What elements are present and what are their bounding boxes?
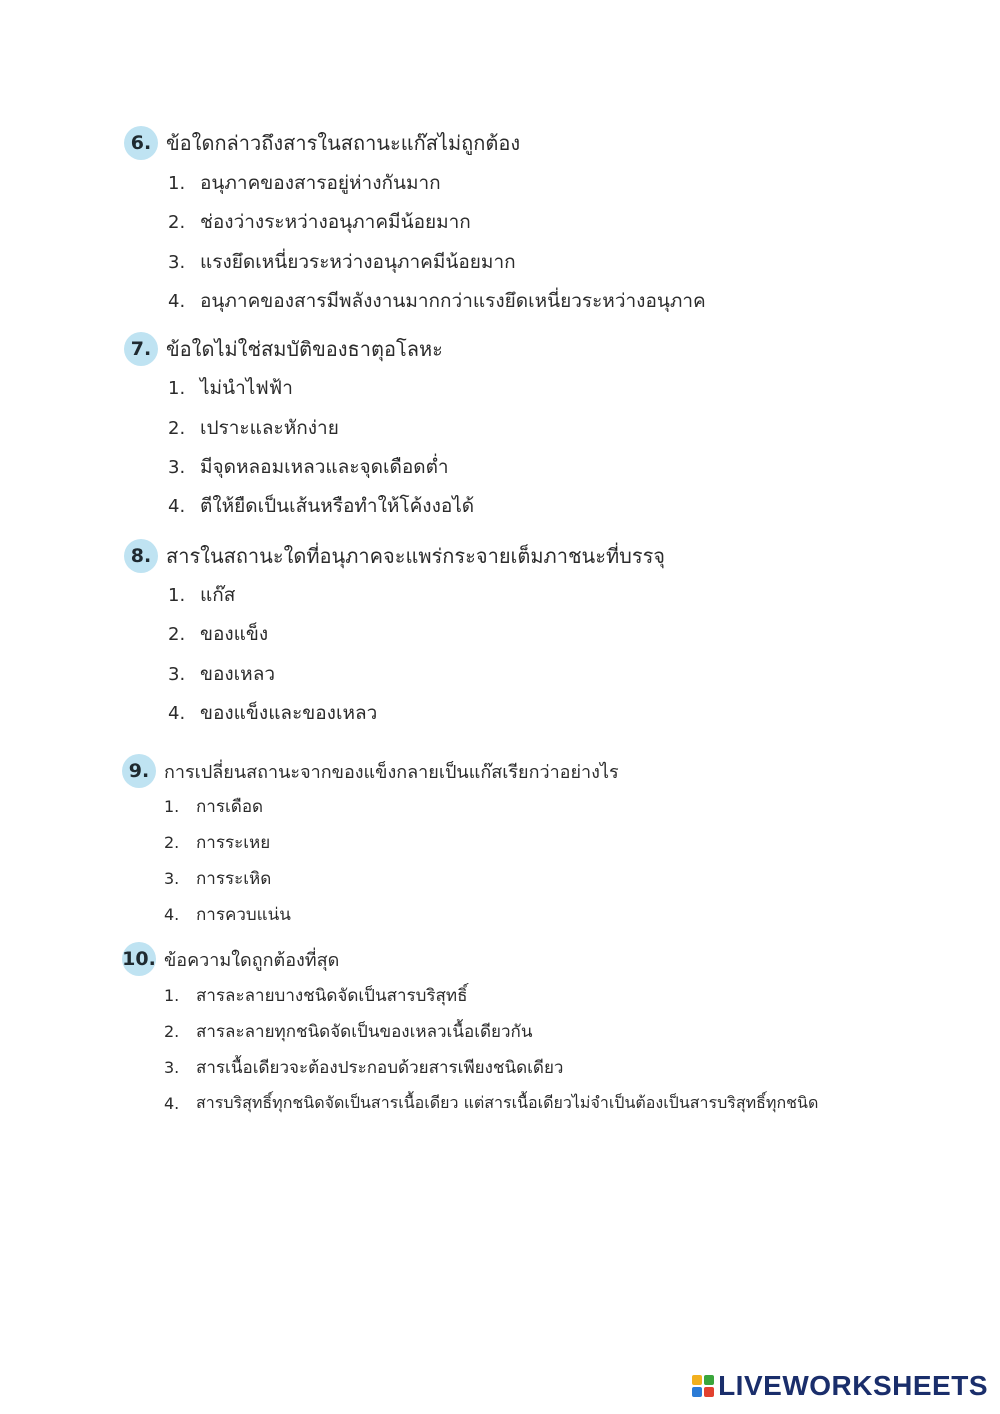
question-10-choice-2[interactable] bbox=[164, 1016, 532, 1046]
choice-text: การระเหย bbox=[196, 832, 271, 853]
question-7-number: 7. bbox=[124, 332, 158, 366]
choice-text: แรงยึดเหนี่ยวระหว่างอนุภาคมีน้อยมาก bbox=[200, 251, 516, 273]
question-7-header bbox=[124, 332, 443, 366]
choice-text: สารบริสุทธิ์ทุกชนิดจัดเป็นสารเนื้อเดียว แต่สารเนื้อเดียวไม่จำเป็นต้องเป็นสารบริสุทธิ์ทุกชนิด bbox=[196, 1092, 819, 1112]
question-7-choice-4[interactable] bbox=[168, 491, 474, 521]
choice-number: 3. bbox=[168, 456, 186, 478]
choice-text: เปราะและหักง่าย bbox=[200, 417, 339, 439]
choice-text: ของเหลว bbox=[200, 663, 276, 685]
question-7-choice-2[interactable] bbox=[168, 413, 339, 443]
question-8-text: สารในสถานะใดที่อนุภาคจะแพร่กระจายเต็มภาชนะที่บรรจุ bbox=[166, 544, 666, 568]
choice-text: การควบแน่น bbox=[196, 904, 291, 925]
choice-number: 2. bbox=[168, 211, 186, 233]
question-8-number: 8. bbox=[124, 539, 158, 573]
logo-squares-icon bbox=[692, 1375, 714, 1397]
question-6-header bbox=[124, 126, 520, 160]
choice-number: 1. bbox=[168, 377, 186, 399]
question-6-choice-3[interactable] bbox=[168, 247, 516, 277]
choice-number: 2. bbox=[168, 417, 186, 439]
choice-text: การเดือด bbox=[196, 796, 264, 817]
question-10-text: ข้อความใดถูกต้องที่สุด bbox=[164, 949, 340, 971]
question-10-header bbox=[122, 942, 339, 976]
question-6-choice-2[interactable] bbox=[168, 207, 471, 237]
choice-text: อนุภาคของสารมีพลังงานมากกว่าแรงยึดเหนี่ยวระหว่างอนุภาค bbox=[200, 290, 706, 312]
choice-number: 1. bbox=[164, 985, 180, 1005]
choice-number: 1. bbox=[164, 796, 180, 816]
choice-number: 1. bbox=[168, 584, 186, 606]
question-9-number: 9. bbox=[122, 754, 156, 788]
choice-number: 3. bbox=[164, 1057, 180, 1077]
choice-number: 2. bbox=[164, 1021, 180, 1041]
logo-text: LIVEWORKSHEETS bbox=[718, 1370, 988, 1401]
liveworksheets-logo[interactable] bbox=[692, 1368, 988, 1404]
choice-number: 4. bbox=[164, 904, 180, 924]
choice-number: 2. bbox=[168, 623, 186, 645]
question-6-number: 6. bbox=[124, 126, 158, 160]
choice-number: 1. bbox=[168, 172, 186, 194]
choice-text: แก๊ส bbox=[200, 584, 236, 606]
choice-text: สารเนื้อเดียวจะต้องประกอบด้วยสารเพียงชนิดเดียว bbox=[196, 1057, 564, 1078]
question-7-choice-1[interactable] bbox=[168, 373, 293, 403]
question-8-choice-4[interactable] bbox=[168, 698, 377, 728]
choice-number: 4. bbox=[168, 495, 186, 517]
question-10-choice-3[interactable] bbox=[164, 1052, 563, 1082]
question-8-choice-1[interactable] bbox=[168, 580, 235, 610]
choice-text: สารละลายทุกชนิดจัดเป็นของเหลวเนื้อเดียวกัน bbox=[196, 1021, 533, 1042]
question-10-choice-1[interactable] bbox=[164, 980, 468, 1010]
question-7-choice-3[interactable] bbox=[168, 452, 449, 482]
logo-square-2 bbox=[704, 1375, 714, 1385]
question-9-choice-3[interactable] bbox=[164, 863, 271, 893]
question-8-choice-2[interactable] bbox=[168, 619, 268, 649]
choice-number: 3. bbox=[168, 251, 186, 273]
question-10-number: 10. bbox=[122, 942, 156, 976]
question-8-header bbox=[124, 539, 665, 573]
choice-number: 4. bbox=[168, 702, 186, 724]
question-7-text: ข้อใดไม่ใช่สมบัติของธาตุอโลหะ bbox=[166, 337, 443, 361]
question-9-choice-4[interactable] bbox=[164, 899, 291, 929]
logo-square-1 bbox=[692, 1375, 702, 1385]
question-10-choice-4[interactable] bbox=[164, 1088, 818, 1118]
choice-number: 4. bbox=[164, 1093, 180, 1113]
choice-text: ของแข็งและของเหลว bbox=[200, 702, 378, 724]
choice-text: อนุภาคของสารอยู่ห่างกันมาก bbox=[200, 172, 441, 194]
choice-text: สารละลายบางชนิดจัดเป็นสารบริสุทธิ์ bbox=[196, 985, 468, 1006]
choice-number: 3. bbox=[164, 868, 180, 888]
choice-number: 4. bbox=[168, 290, 186, 312]
question-9-choice-1[interactable] bbox=[164, 791, 263, 821]
choice-text: ของแข็ง bbox=[200, 623, 269, 645]
question-6-text: ข้อใดกล่าวถึงสารในสถานะแก๊สไม่ถูกต้อง bbox=[166, 131, 521, 155]
choice-number: 3. bbox=[168, 663, 186, 685]
question-9-header bbox=[122, 754, 619, 788]
question-9-choice-2[interactable] bbox=[164, 827, 270, 857]
logo-square-3 bbox=[692, 1387, 702, 1397]
choice-text: ช่องว่างระหว่างอนุภาคมีน้อยมาก bbox=[200, 211, 471, 233]
choice-text: ไม่นำไฟฟ้า bbox=[200, 377, 293, 399]
choice-text: ตีให้ยืดเป็นเส้นหรือทำให้โค้งงอได้ bbox=[200, 495, 475, 517]
question-8-choice-3[interactable] bbox=[168, 659, 275, 689]
choice-text: มีจุดหลอมเหลวและจุดเดือดต่ำ bbox=[200, 456, 449, 478]
choice-number: 2. bbox=[164, 832, 180, 852]
choice-text: การระเหิด bbox=[196, 868, 272, 889]
question-6-choice-1[interactable] bbox=[168, 168, 441, 198]
question-9-text: การเปลี่ยนสถานะจากของแข็งกลายเป็นแก๊สเรียกว่าอย่างไร bbox=[164, 761, 619, 783]
logo-square-4 bbox=[704, 1387, 714, 1397]
question-6-choice-4[interactable] bbox=[168, 286, 706, 316]
